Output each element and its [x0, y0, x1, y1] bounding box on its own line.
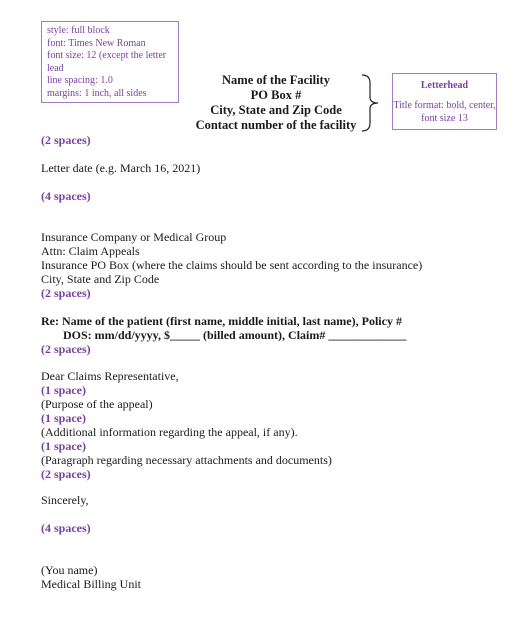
spacing-note: (1 space): [41, 411, 86, 425]
letter-date: Letter date (e.g. March 16, 2021): [41, 161, 201, 175]
spacing-note: (2 spaces): [41, 342, 91, 356]
signer-unit: Medical Billing Unit: [41, 577, 141, 591]
style-note-box: [41, 21, 179, 103]
additional-info-paragraph: (Additional information regarding the appeal, if any).: [41, 425, 298, 439]
re-line-dos: DOS: mm/dd/yyyy, $_____ (billed amount), Claim# _____________: [63, 328, 407, 342]
letterhead-note-title: Letterhead: [420, 80, 469, 91]
recipient-line: Insurance Company or Medical Group: [41, 230, 227, 244]
facility-contact: Contact number of the facility: [195, 118, 357, 132]
facility-city-state-zip: City, State and Zip Code: [210, 103, 342, 117]
recipient-line: City, State and Zip Code: [41, 272, 160, 286]
attachments-paragraph: (Paragraph regarding necessary attachments and documents): [41, 453, 332, 467]
letterhead: [180, 73, 372, 133]
re-line: Re: Name of the patient (first name, middle initial, last name), Policy #: [41, 314, 402, 328]
recipient-line: Insurance PO Box (where the claims should be sent according to the insurance): [41, 258, 423, 272]
recipient-line: Attn: Claim Appeals: [41, 244, 140, 258]
spacing-note: (2 spaces): [41, 133, 91, 147]
purpose-paragraph: (Purpose of the appeal): [41, 397, 153, 411]
letterhead-note-description: Title format: bold, center, font size 13: [393, 100, 496, 124]
spacing-note: (2 spaces): [41, 467, 91, 481]
style-note-line: line spacing: 1.0: [47, 75, 113, 86]
facility-name: Name of the Facility: [222, 73, 330, 87]
spacing-note: (1 space): [41, 383, 86, 397]
signer-name: (You name): [41, 563, 98, 577]
salutation: Dear Claims Representative,: [41, 369, 179, 383]
spacing-note: (2 spaces): [41, 286, 91, 300]
letterhead-note-box: [392, 73, 497, 130]
style-note-line: style: full block: [47, 25, 110, 36]
closing: Sincerely,: [41, 493, 89, 507]
style-note-line: font size: 12 (except the letter lead: [47, 50, 167, 74]
facility-po-box: PO Box #: [250, 88, 302, 102]
spacing-note: (4 spaces): [41, 189, 91, 203]
brace-icon: [360, 73, 382, 133]
style-note-line: font: Times New Roman: [47, 37, 146, 49]
style-note-line: margins: 1 inch, all sides: [47, 87, 147, 99]
spacing-note: (4 spaces): [41, 521, 91, 535]
spacing-note: (1 space): [41, 439, 86, 453]
